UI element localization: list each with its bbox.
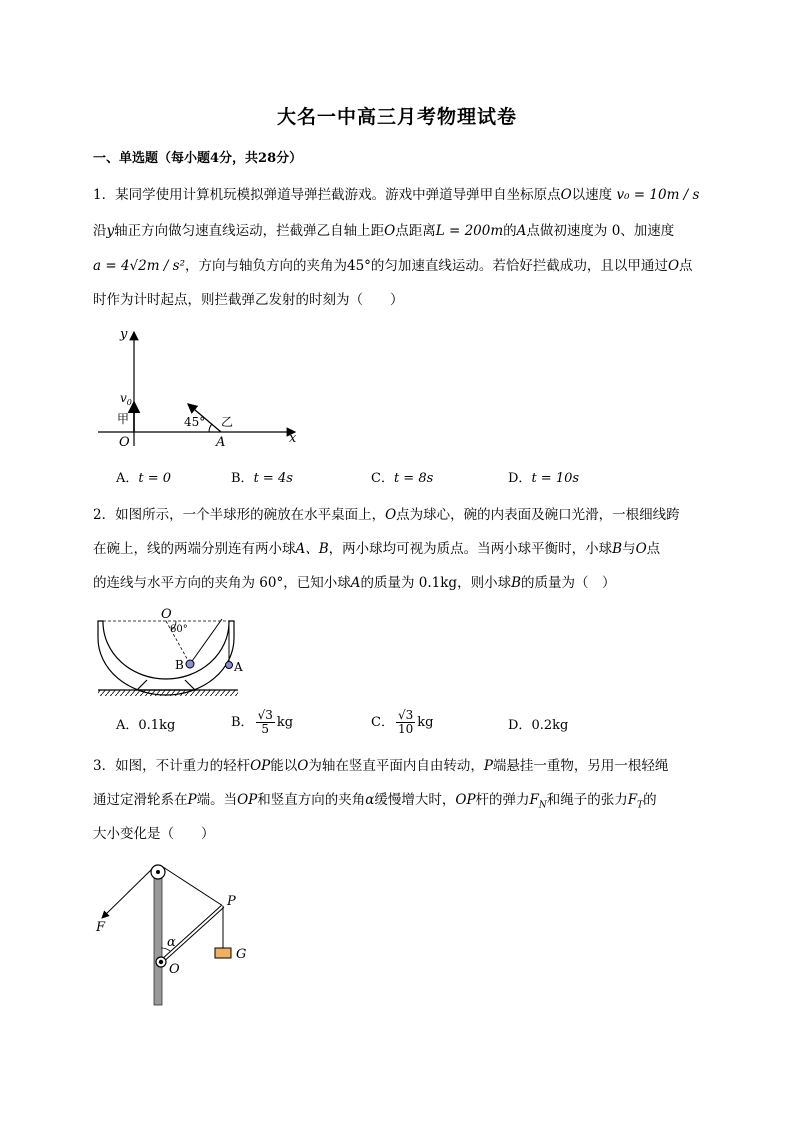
q3-figure [92,855,262,1010]
jia-label: 甲 [117,412,130,426]
q1-text: ，方向与轴负方向的夹角为45°的匀加速直线运动。若恰好拦截成功，且以甲通过 [185,258,668,274]
q1-line-3 [93,256,693,276]
q1-option-a[interactable]: A．t = 0 [116,471,172,486]
angle-label: 60° [170,624,188,635]
weight-g-label: G [236,947,247,962]
q2-option-d[interactable]: D．0.2kg [508,718,569,733]
ball-a [226,662,233,669]
q1-text: 点 [679,258,693,274]
q3-line-1: 3．如图，不计重力的轻杆OP能以O为轴在竖直平面内自由转动，P端悬挂一重物，另用一根轻绳 [93,758,669,774]
y-label: y [120,327,128,342]
ball-b-label: B [175,658,184,672]
q1-text: 沿 [93,223,107,239]
origin-label: O [119,435,130,450]
q1-line-4: 时作为计时起点，则拦截弹乙发射的时刻为（ ） [93,292,404,308]
q1-var-y: y [106,223,115,239]
q1-var-o: O [384,223,396,239]
q1-text: 点做初速度为 0、加速度 [526,223,675,239]
q2-option-c[interactable]: C． $\frac{√3}{10}$ kg [371,708,434,736]
q1-var-o: O [667,258,680,274]
q1-option-c[interactable]: C．t = 8s [371,471,434,486]
q1-text: 以速度 [571,187,613,203]
v0-label: $v_0$ [120,391,132,407]
q1-text: 的 [503,223,517,239]
q3-line-2: 通过定滑轮系在P端。当OP和竖直方向的夹角α缓慢增大时，OP杆的弹力$F_N$和绳子的张力$F_T$的 [93,792,657,811]
angle-arc [209,424,212,432]
alpha-label: α [167,935,176,950]
q2-line-3: 的连线与水平方向的夹角为 60°，已知小球A的质量为 0.1kg，则小球B的质量为（ ） [93,575,616,591]
pulley-axle [156,870,160,874]
point-a-label: A [216,435,226,450]
point-p-label: P [227,894,236,909]
page-title: 大名一中高三月考物理试卷 [276,106,517,128]
q1-option-d[interactable]: D．t = 10s [508,471,580,486]
q2-figure [92,604,252,700]
section-heading: 一、单选题（每小题4分，共28分） [93,151,303,166]
angle-label: 45° [184,415,206,429]
q2-line-2: 在碗上，线的两端分别连有两小球A、B，两小球均可视为质点。当两小球平衡时，小球B与O点 [93,541,661,557]
q1-figure [90,322,310,450]
x-label: x [289,431,297,446]
pivot-o-label: O [169,962,180,977]
rope-to-p [163,867,223,906]
q1-var-o: O [560,187,572,203]
q1-var-v0: v₀ = 10m / s [616,187,700,203]
yi-label: 乙 [221,415,234,429]
q1-var-a: a = 4√2m / s² [93,258,185,274]
weight-g [215,948,231,958]
center-label: O [161,607,172,622]
q2-line-1: 2．如图所示，一个半球形的碗放在水平桌面上，O点为球心，碗的内表面及碗口光滑，一根细线跨 [93,507,680,523]
rod-op-inner [161,906,223,962]
q3-line-3: 大小变化是（ ） [93,826,215,842]
q2-option-a[interactable]: A．0.1kg [116,718,176,733]
table-hatch [98,690,238,696]
q1-text: 1．某同学使用计算机玩模拟弹道导弹拦截游戏。游戏中弹道导弹甲自坐标原点 [93,187,561,203]
force-f-label: F [96,920,106,935]
q1-var-L: L = 200m [435,223,504,239]
q2-option-b[interactable]: B． $\frac{√3}{5}$ kg [231,708,294,736]
q1-option-b[interactable]: B．t = 4s [231,471,293,486]
q1-var-A: A [516,223,527,239]
ball-a-label: A [234,660,243,674]
pivot-center [159,960,163,964]
q1-text: 轴正方向做匀速直线运动，拦截弹乙自轴上距 [114,223,385,239]
bowl [98,621,234,695]
vertical-post [154,871,162,1005]
q1-text: 点距离 [395,223,436,239]
ball-b [186,660,194,668]
q1-line-1 [93,185,699,205]
rope-force [102,869,152,918]
q1-line-2 [93,221,674,241]
